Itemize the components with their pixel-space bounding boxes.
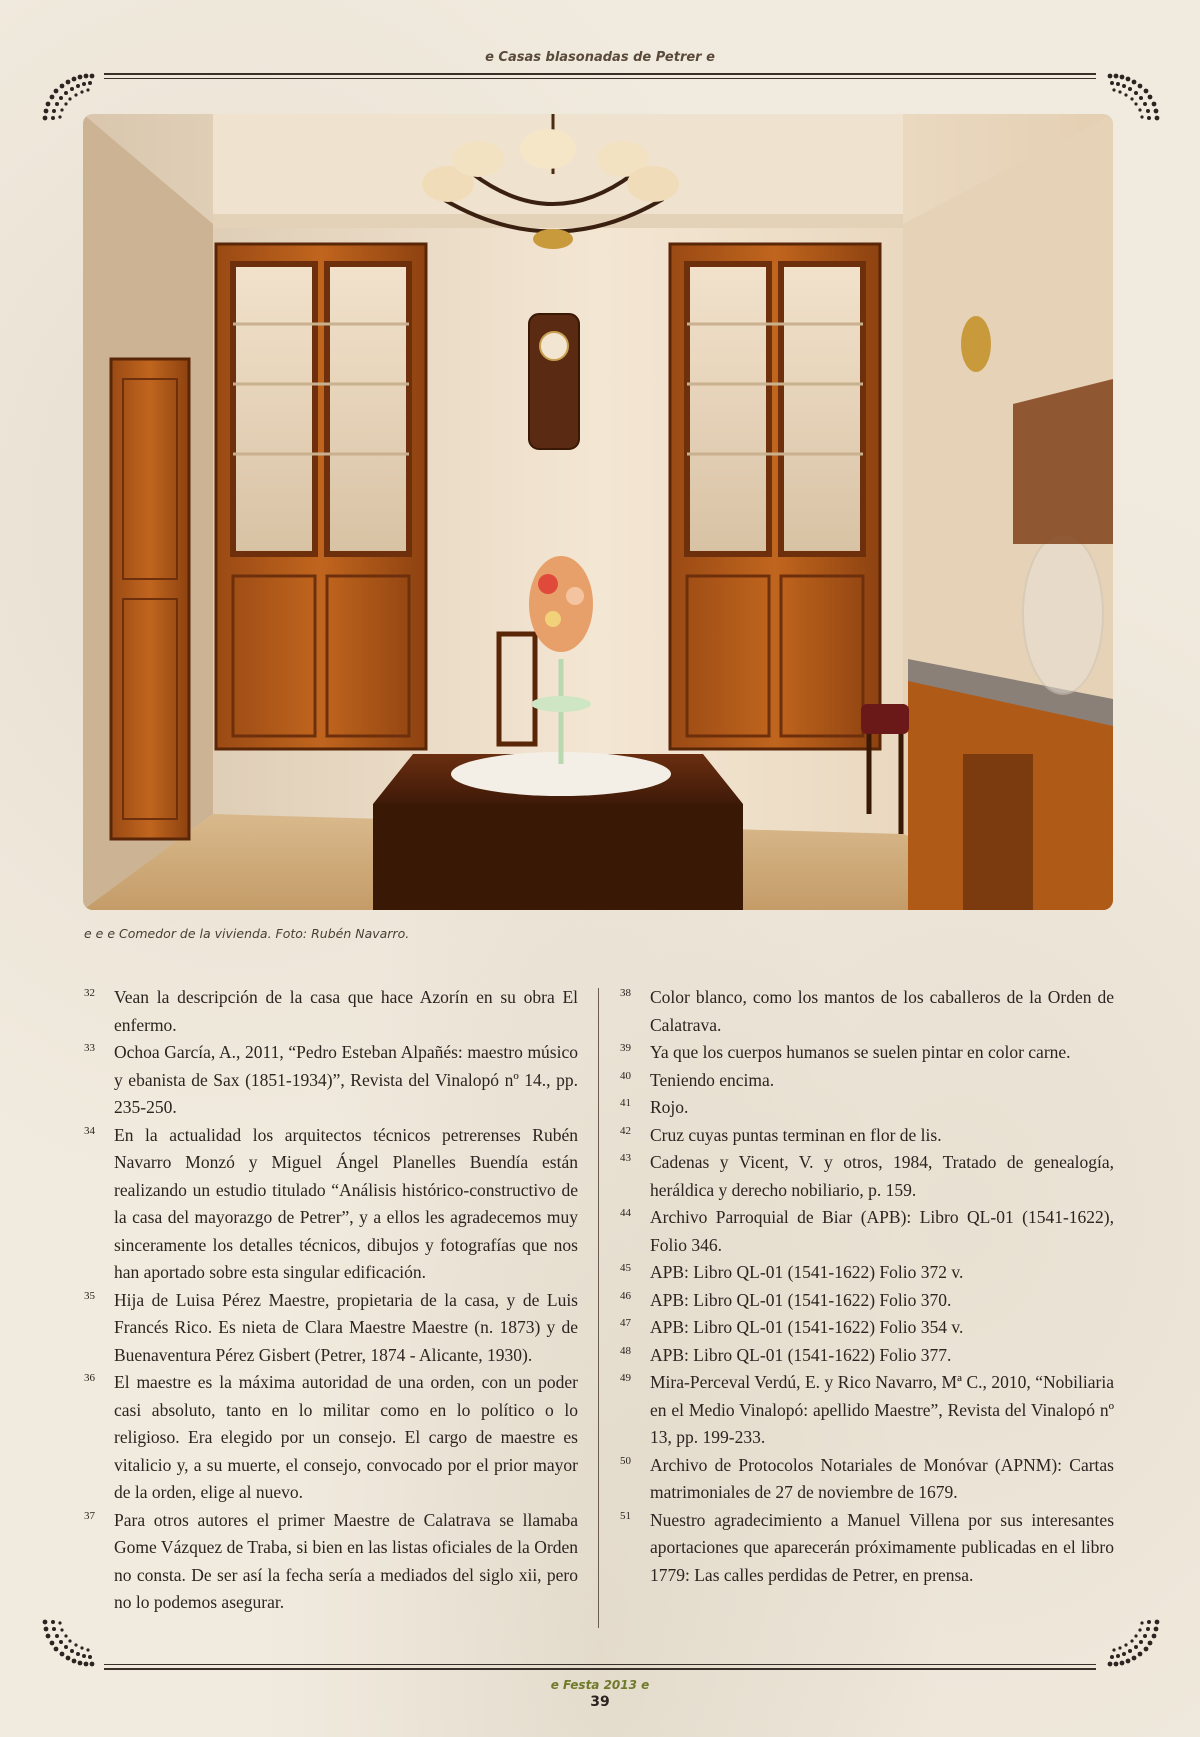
footnote: 37 Para otros autores el primer Maestre de Calatrava se llamaba Gome Vázquez de Traba, si bien en las listas oficiales de la Orden no consta. De ser así la fecha sería a mediados del siglo xii, pero no lo podemos asegurar. <box>84 1509 578 1612</box>
footer-rule-thin <box>104 1664 1096 1665</box>
footnote: 44 Archivo Parroquial de Biar (APB): Libro QL-01 (1541-1622), Folio 346. <box>620 1207 1114 1255</box>
running-title: e Casas blasonadas de Petrer e <box>485 50 715 65</box>
footnote: 45 APB: Libro QL-01 (1541-1622) Folio 372 v. <box>620 1262 964 1282</box>
footnotes-right-column <box>620 984 1114 1589</box>
footnote: 32 Vean la descripción de la casa que hace Azorín en su obra El enfermo. <box>84 987 578 1035</box>
footnote: 48 APB: Libro QL-01 (1541-1622) Folio 377. <box>620 1344 952 1365</box>
header-rule-thin <box>104 78 1096 79</box>
footnote: 42 Cruz cuyas puntas terminan en flor de lis. <box>620 1124 942 1145</box>
footnote: 40 Teniendo encima. <box>620 1069 775 1090</box>
footnote: 51 Nuestro agradecimiento a Manuel Villena por sus interesantes aportaciones que aparecerán próximamente publicadas en el libro 1779: Las calles perdidas de Petrer, en prensa. <box>620 1509 1114 1585</box>
page-number: 39 <box>590 1694 610 1710</box>
corner-ornament-top-right <box>1104 70 1162 128</box>
column-divider <box>598 988 599 1628</box>
corner-ornament-bottom-right <box>1104 1612 1162 1670</box>
footnote: 47 APB: Libro QL-01 (1541-1622) Folio 354 v. <box>620 1317 964 1337</box>
corner-ornament-bottom-left <box>40 1612 98 1670</box>
photo-caption: e e e Comedor de la vivienda. Foto: Rubén Navarro. <box>84 926 410 941</box>
dining-room-photo <box>83 114 1113 910</box>
footnotes-left-column <box>84 984 578 1617</box>
footnote: 39 Ya que los cuerpos humanos se suelen pintar en color carne. <box>620 1042 1071 1062</box>
footnote: 38 Color blanco, como los mantos de los caballeros de la Orden de Calatrava. <box>620 987 1114 1035</box>
footnote: 35 Hija de Luisa Pérez Maestre, propietaria de la casa, y de Luis Francés Rico. Es nieta de Clara Maestre Maestre (n. 1873) y de Buenaventura Pérez Gisbert (Petrer, 1874 - Alicante, 1930). <box>84 1289 578 1365</box>
footnote: 33 Ochoa García, A., 2011, “Pedro Esteban Alpañés: maestro músico y ebanista de Sax (1851-1934)”, Revista del Vinalopó nº 14., pp. 235-250. <box>84 1042 578 1117</box>
footnote: 43 Cadenas y Vicent, V. y otros, 1984, Tratado de genealogía, heráldica y derecho nobiliario, p. 159. <box>620 1152 1114 1200</box>
footer-folio: e Festa 2013 e <box>550 1678 650 1692</box>
header-rule <box>104 73 1096 75</box>
footnote: 49 Mira-Perceval Verdú, E. y Rico Navarro, Mª C., 2010, “Nobiliaria en el Medio Vinalopó: apellido Maestre”, Revista del Vinalopó nº 13, pp. 199-233. <box>620 1372 1114 1447</box>
footer-rule <box>104 1668 1096 1670</box>
footnote: 34 En la actualidad los arquitectos técnicos petrerenses Rubén Navarro Monzó y Miguel Ángel Planelles Buendía están realizando un estudio titulado “Análisis histórico-constructivo de la casa del mayorazgo de Petrer”, y a ellos les agradecemos muy sinceramente los detalles técnicos, dibujos y fotografías que nos han aportado sobre esta singular edificación. <box>84 1124 578 1282</box>
footnote: 36 El maestre es la máxima autoridad de una orden, con un poder casi absoluto, tanto en lo militar como en lo político o lo religioso. Era elegido por un consejo. El cargo de maestre es vitalicio y, a su muerte, el consejo, convocado por el prior mayor de la orden, elige al nuevo. <box>84 1372 578 1502</box>
footnote: 50 Archivo de Protocolos Notariales de Monóvar (APNM): Cartas matrimoniales de 27 de noviembre de 1679. <box>620 1454 1114 1502</box>
footnote: 41 Rojo. <box>620 1097 689 1117</box>
footnote: 46 APB: Libro QL-01 (1541-1622) Folio 370. <box>620 1289 952 1310</box>
